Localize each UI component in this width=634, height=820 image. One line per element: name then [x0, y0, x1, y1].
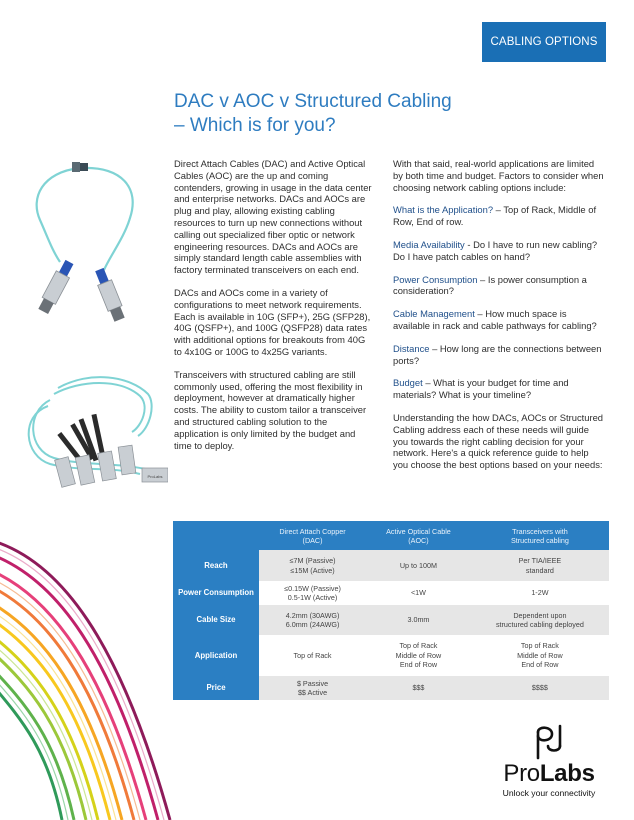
header-transceivers: Transceivers with Structured cabling [471, 521, 609, 550]
factor-cable-management: Cable Management – How much space is available in rack and cable pathways for cabling? [393, 308, 597, 331]
section-badge: CABLING OPTIONS [482, 22, 606, 62]
cell-transceivers: 1-2W [471, 581, 609, 605]
factor-media: Media Availability - Do I have to run new cabling? Do I have patch cables on hand? [393, 238, 598, 262]
prolabs-logo-icon [526, 722, 572, 762]
table-row [173, 605, 609, 635]
intro-paragraph: With that said, real-world applications are limited by both time and budget. Factors to consider when choosing network cabling options include: [393, 158, 604, 193]
cell-transceivers: Dependent upon structured cabling deployed [471, 605, 609, 635]
header-dac: Direct Attach Copper (DAC) [259, 521, 366, 550]
row-label: Reach [173, 550, 259, 581]
table-row [173, 676, 609, 700]
dac-cable-image [22, 158, 162, 333]
row-label: Price [173, 676, 259, 700]
outro-paragraph: Understanding the how DACs, AOCs or Structured Cabling address each of these needs will guide you towards the right cabling decision for your network. Here's a quick reference guide to help you choose the best options based on your needs: [393, 411, 603, 471]
factor-budget: Budget – What is your budget for time and materials? What is your timeline? [393, 377, 569, 401]
left-column [174, 158, 374, 462]
cell-transceivers: Per TIA/IEEE standard [471, 550, 609, 581]
paragraph: DACs and AOCs come in a variety of configurations to meet network requirements. Each is available in 10G (SFP+), 25G (SFP28), 40G (QSFP+), and 100G (QSFP28) data rates with additional options for breakouts from 40G to 4x10G or 100G to 4x25G variants. [174, 286, 371, 357]
factor-application: What is the Application? – Top of Rack, Middle of Row, End of row. [393, 204, 597, 228]
decorative-ribbon-art [0, 520, 200, 820]
tagline: Unlock your connectivity [502, 788, 596, 798]
product-label: ProLabs [147, 474, 163, 479]
paragraph: Transceivers with structured cabling are still commonly used, offering the most flexibility in deployment, however at dramatically higher costs. The ability to custom tailor a transceiver and structured cabling solution to the application is only limited by the budget and time to deploy. [174, 368, 367, 451]
table-row [173, 635, 609, 676]
breakout-cable-image [20, 366, 168, 498]
cell-transceivers: $$$$ [471, 676, 609, 700]
row-label: Cable Size [173, 605, 259, 635]
cell-aoc: $$$ [366, 676, 471, 700]
cell-dac: $ Passive $$ Active [259, 676, 366, 700]
cell-dac: ≤0.15W (Passive) 0.5-1W (Active) [259, 581, 366, 605]
table-header-row [173, 521, 609, 550]
cell-dac: ≤7M (Passive) ≤15M (Active) [259, 550, 366, 581]
prolabs-logo [484, 722, 614, 812]
page-title [174, 90, 474, 138]
brand-name: ProLabs [503, 760, 595, 787]
cell-aoc: 3.0mm [366, 605, 471, 635]
paragraph: Direct Attach Cables (DAC) and Active Optical Cables (AOC) are the up and coming contenders, growing in usage in the data center and enterprise networks. DACs and AOCs are plug and play, allowing existing cabling resources to turn up new connections without calling out specialized fiber optic or network engineering resources. DACs and AOCs are simply standard length cable assemblies with factory terminated transceivers on each end. [174, 158, 372, 276]
cell-dac: 4.2mm (30AWG) 6.0mm (24AWG) [259, 605, 366, 635]
table-row [173, 550, 609, 581]
title-line-1: DAC v AOC v Structured Cabling [174, 91, 452, 112]
table-row [173, 581, 609, 605]
cell-aoc: Top of Rack Middle of Row End of Row [366, 635, 471, 676]
cell-aoc: Up to 100M [366, 550, 471, 581]
header-corner [173, 521, 259, 550]
cell-aoc: <1W [366, 581, 471, 605]
reference-table [173, 521, 609, 700]
row-label: Power Consumption [173, 581, 259, 605]
cell-dac: Top of Rack [259, 635, 366, 676]
header-aoc: Active Optical Cable (AOC) [366, 521, 471, 550]
title-line-2: – Which is for you? [174, 115, 336, 136]
row-label: Application [173, 635, 259, 676]
right-column [393, 158, 605, 482]
cell-transceivers: Top of Rack Middle of Row End of Row [471, 635, 609, 676]
factor-distance: Distance – How long are the connections between ports? [393, 342, 602, 366]
factor-power: Power Consumption – Is power consumption a consideration? [393, 273, 587, 297]
